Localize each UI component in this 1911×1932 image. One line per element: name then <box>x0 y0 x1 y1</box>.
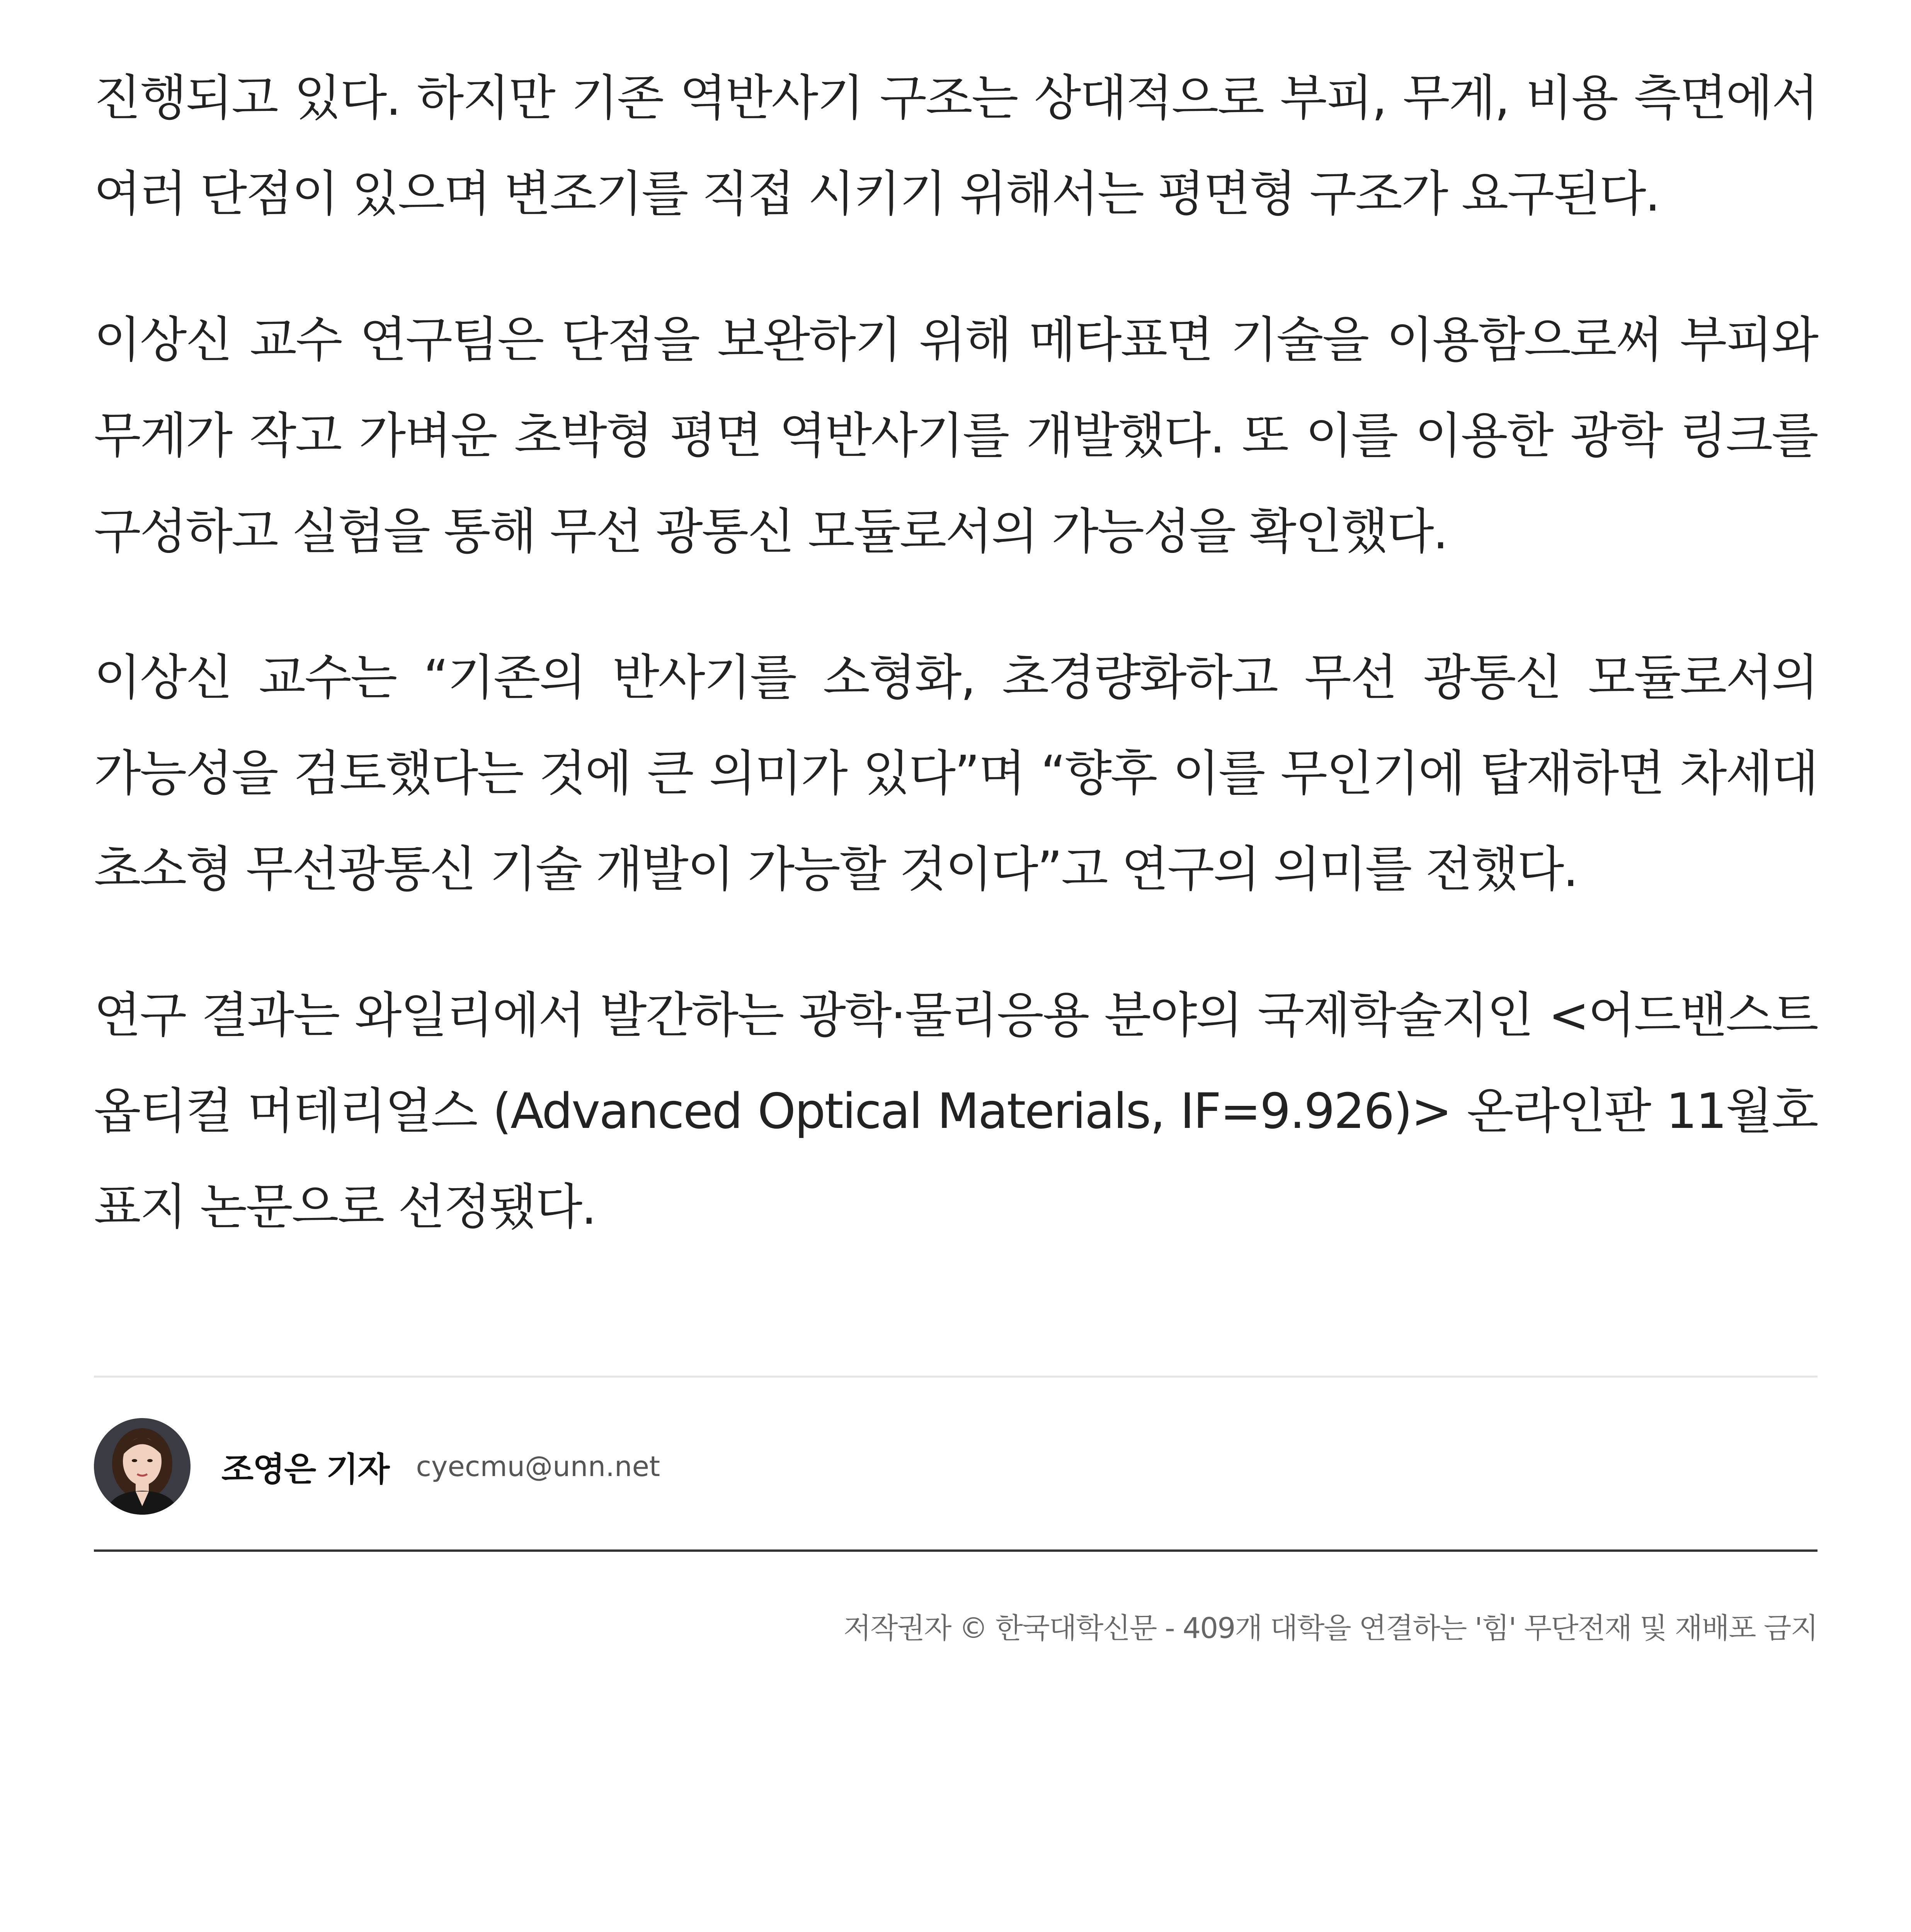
article-body <box>94 50 1817 1305</box>
article-paragraph: 진행되고 있다. 하지만 기존 역반사기 구조는 상대적으로 부피, 무게, 비용 측면에서 여러 단점이 있으며 변조기를 직접 시키기 위해서는 평면형 구조가 요구된다. <box>94 70 1817 222</box>
copyright-notice: 저작권자 © 한국대학신문 - 409개 대학을 연결하는 '힘' 무단전재 및 재배포 금지 <box>843 1612 1817 1645</box>
byline-divider <box>94 1376 1817 1378</box>
article-paragraph: 연구 결과는 와일리에서 발간하는 광학·물리응용 분야의 국제학술지인 <어드밴스트 옵티컬 머테리얼스 (Advanced Optical Materials, IF=9.926)> 온라인판 11월호 표지 논문으로 선정됐다. <box>94 987 1817 1235</box>
footer-divider <box>94 1549 1817 1552</box>
reporter-photo-icon <box>94 1418 191 1515</box>
article-paragraph: 이상신 교수는 “기존의 반사기를 소형화, 초경량화하고 무선 광통신 모듈로서의 가능성을 검토했다는 것에 큰 의미가 있다”며 “향후 이를 무인기에 탑재하면 차세대 초소형 무선광통신 기술 개발이 가능할 것이다”고 연구의 의미를 전했다. <box>94 649 1817 898</box>
reporter-byline <box>94 1418 660 1515</box>
reporter-email[interactable]: cyecmu@unn.net <box>416 1450 660 1483</box>
avatar[interactable] <box>94 1418 191 1515</box>
reporter-name[interactable]: 조영은 기자 <box>221 1450 389 1489</box>
article-paragraph: 이상신 교수 연구팀은 단점을 보완하기 위해 메타표면 기술을 이용함으로써 부피와 무게가 작고 가벼운 초박형 평면 역반사기를 개발했다. 또 이를 이용한 광학 링크를 구성하고 실험을 통해 무선 광통신 모듈로서의 가능성을 확인했다. <box>94 311 1817 560</box>
